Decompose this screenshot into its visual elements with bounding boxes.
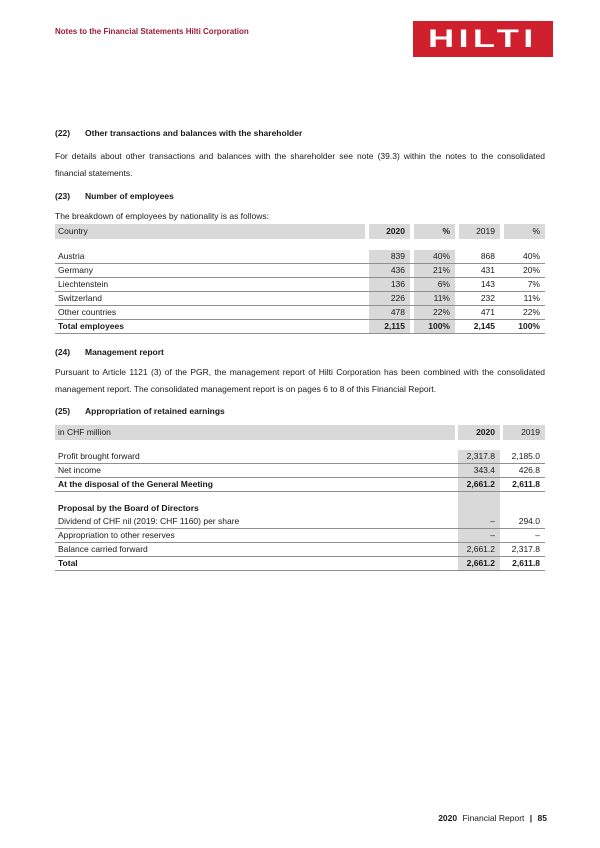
page-content (55, 0, 545, 571)
hilti-logo-text: HILTI (428, 24, 538, 53)
cell-2020: – (458, 529, 500, 542)
section-title: Other transactions and balances with the shareholder (85, 128, 303, 138)
table-total-row (55, 320, 545, 334)
cell-2020: 2,115 (369, 320, 410, 333)
header-2020-pct: % (414, 224, 455, 239)
section-heading-23 (55, 191, 545, 202)
cell-country: Switzerland (58, 293, 102, 303)
cell-2019: 294.0 (518, 516, 540, 526)
spacer-cell-shaded (458, 492, 500, 501)
header-country: Country (55, 224, 365, 239)
section-title: Appropriation of retained earnings (85, 406, 225, 416)
cell-label: Dividend of CHF nil (2019: CHF 1160) per share (58, 516, 240, 526)
cell-2020: 2,317.8 (458, 450, 500, 463)
retained-earnings-table (55, 425, 545, 571)
cell-2019: 2,611.8 (512, 479, 540, 489)
section-title: Management report (85, 347, 164, 357)
section-number: (23) (55, 191, 71, 201)
section-24-body: Pursuant to Article 1121 (3) of the PGR, the management report of Hilti Corporation has been combined with the consolidated management report. The consolidated management report is on pages 6 to 8 of this Financial Report. (55, 367, 545, 394)
cell-2020: 226 (369, 292, 410, 305)
table-row (55, 306, 545, 320)
table-row (55, 250, 545, 264)
section-heading-24 (55, 347, 545, 358)
cell-2019: 2,611.8 (512, 558, 540, 568)
cell-2020-pct: 22% (414, 306, 455, 319)
header-2020: 2020 (369, 224, 410, 239)
cell-2020-pct: 40% (414, 250, 455, 263)
cell-2019: 2,317.8 (511, 544, 540, 554)
table-spacer-row (55, 492, 545, 501)
spacer-cell (503, 492, 545, 501)
table-row (55, 464, 545, 478)
section-number: (24) (55, 347, 71, 357)
cell-country: Liechtenstein (58, 279, 109, 289)
cell-label: Balance carried forward (58, 544, 148, 554)
table-row (55, 450, 545, 464)
footer-year: 2020 (438, 813, 458, 823)
section-heading-25 (55, 406, 545, 417)
cell-2020-pct: 11% (414, 292, 455, 305)
table-subtotal-row (55, 478, 545, 492)
footer-separator: | (529, 813, 533, 823)
cell-2020: 2,661.2 (458, 478, 500, 491)
cell-2020: 136 (369, 278, 410, 291)
cell-2019: 143 (480, 279, 495, 289)
employees-table-header-row (55, 224, 545, 239)
header-2019: 2019 (503, 425, 545, 440)
cell-2019-pct: 100% (518, 321, 540, 331)
cell-2020: – (458, 515, 500, 528)
section-22-body: For details about other transactions and balances with the shareholder see note (39.3) within the notes to the consolidated financial statements. (55, 151, 545, 178)
table-spacer-row (55, 239, 545, 250)
page-header-title: Notes to the Financial Statements Hilti Corporation (55, 27, 249, 36)
cell-country: Germany (58, 265, 93, 275)
cell-2019-pct: 22% (522, 307, 540, 317)
cell-2019: 868 (480, 251, 495, 261)
footer-label: Financial Report (462, 813, 525, 823)
cell-2019: 426.8 (518, 465, 540, 475)
cell-2019-pct: 20% (522, 265, 540, 275)
cell-2020: 436 (369, 264, 410, 277)
cell-2019-pct: 40% (522, 251, 540, 261)
employees-table (55, 224, 545, 334)
table-row (55, 529, 545, 543)
section-number: (22) (55, 128, 71, 138)
cell-2019: 471 (480, 307, 495, 317)
cell-2020: 2,661.2 (458, 557, 500, 570)
cell-2020-pct: 6% (414, 278, 455, 291)
table-row (55, 515, 545, 529)
cell-label: At the disposal of the General Meeting (58, 479, 213, 489)
spacer-cell (55, 492, 455, 501)
cell-label: Profit brought forward (58, 451, 140, 461)
cell-label: Net income (58, 465, 101, 475)
table-row (55, 264, 545, 278)
footer-page-number: 85 (537, 813, 547, 823)
header-2019-pct: % (504, 224, 545, 239)
section-heading-22 (55, 128, 545, 139)
table-total-row (55, 557, 545, 571)
cell-2020: 2,661.2 (458, 543, 500, 556)
cell-2019: 232 (480, 293, 495, 303)
cell-2020-pct: 100% (414, 320, 455, 333)
header-chf-million: in CHF million (55, 425, 455, 440)
table-row (55, 278, 545, 292)
cell-2020 (458, 501, 500, 515)
header-2020: 2020 (458, 425, 500, 440)
header-2019: 2019 (459, 224, 500, 239)
retained-table-header-row (55, 425, 545, 440)
cell-2019: – (535, 530, 540, 540)
cell-label: Total (58, 558, 78, 568)
cell-2019 (503, 501, 545, 515)
table-row (55, 543, 545, 557)
cell-2019: 431 (480, 265, 495, 275)
cell-2020: 343.4 (458, 464, 500, 477)
cell-label: Proposal by the Board of Directors (58, 503, 199, 513)
section-23-intro: The breakdown of employees by nationality is as follows: (55, 211, 270, 221)
cell-country: Total employees (58, 321, 124, 331)
table-row (55, 292, 545, 306)
cell-2019-pct: 11% (523, 293, 540, 303)
cell-2020: 839 (369, 250, 410, 263)
cell-2019: 2,145 (473, 321, 495, 331)
section-number: (25) (55, 406, 71, 416)
table-subheading-row (55, 501, 545, 515)
table-spacer-row (55, 440, 545, 450)
cell-2019-pct: 7% (527, 279, 540, 289)
cell-country: Other countries (58, 307, 117, 317)
cell-2020: 478 (369, 306, 410, 319)
cell-country: Austria (58, 251, 85, 261)
page-footer (55, 813, 547, 823)
cell-2019: 2,185.0 (511, 451, 540, 461)
cell-label: Appropriation to other reserves (58, 530, 175, 540)
section-title: Number of employees (85, 191, 174, 201)
cell-2020-pct: 21% (414, 264, 455, 277)
